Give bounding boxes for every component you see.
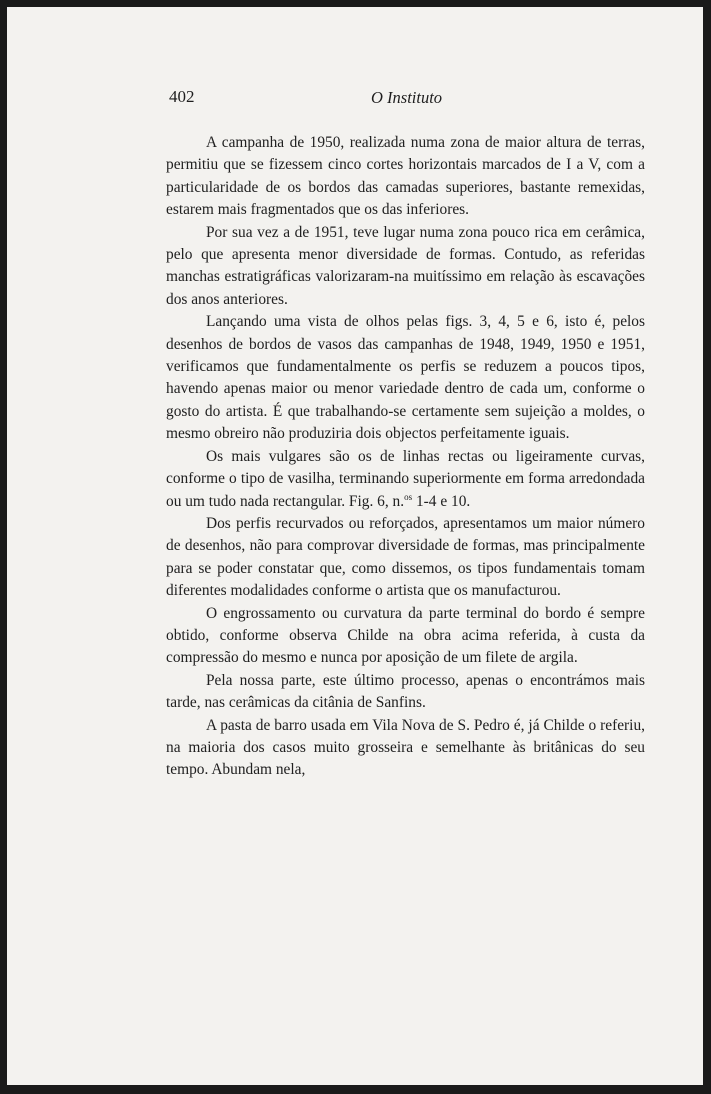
book-page: [7, 7, 703, 1085]
paragraph: Dos perfis recurvados ou reforçados, apresentamos um maior número de desenhos, não para comprovar diversidade de formas, mas principalmente para se poder constatar que, como dissemos, os tipos fundamentais tomam diferentes modalidades conforme o artista que os manufacturou.: [166, 514, 645, 600]
paragraph: A pasta de barro usada em Vila Nova de S. Pedro é, já Childe o referiu, na maioria dos casos muito grosseira e semelhante às britânicas do seu tempo. Abundam nela,: [166, 716, 645, 779]
page-header: [169, 87, 651, 111]
paragraph-tail: 1-4 e 10.: [412, 492, 471, 510]
paragraph: [166, 446, 645, 513]
paragraph: Pela nossa parte, este último processo, apenas o encontrámos mais tarde, nas cerâmicas da citânia de Sanfins.: [166, 671, 645, 712]
paragraph: A campanha de 1950, realizada numa zona de maior altura de terras, permitiu que se fizessem cinco cortes horizontais marcados de I a V, com a particularidade de os bordos das camadas superiores, bastante remexidas, estarem mais fragmentados que os das inferiores.: [166, 134, 645, 219]
paragraph-text: Os mais vulgares são os de linhas rectas ou ligeiramente curvas, conforme o tipo de vasilha, terminando superiormente em forma arredondada ou um tudo nada rectangular. Fig. 6, n.: [166, 447, 645, 510]
page-number: 402: [169, 87, 195, 106]
paragraph: Lançando uma vista de olhos pelas figs. 3, 4, 5 e 6, isto é, pelos desenhos de bordos de vasos das campanhas de 1948, 1949, 1950 e 1951, verificamos que fundamentalmente os perfis se reduzem a poucos tipos, havendo apenas maior ou menor variedade dentro de cada um, conforme o gosto do artista. É que trabalhando-se certamente sem sujeição a moldes, o mesmo obreiro não produziria dois objectos perfeitamente iguais.: [166, 313, 645, 443]
paragraph: O engrossamento ou curvatura da parte terminal do bordo é sempre obtido, conforme observa Childe na obra acima referida, à custa da compressão do mesmo e nunca por aposição de um filete de argila.: [166, 604, 645, 667]
running-title: O Instituto: [371, 88, 443, 107]
body-text: [166, 132, 645, 782]
superscript-abbrev: os: [404, 491, 413, 502]
paragraph: Por sua vez a de 1951, teve lugar numa zona pouco rica em cerâmica, pelo que apresenta menor diversidade de formas. Contudo, as referidas manchas estratigráficas valorizaram-na muitíssimo em relação às escavações dos anos anteriores.: [166, 223, 645, 308]
